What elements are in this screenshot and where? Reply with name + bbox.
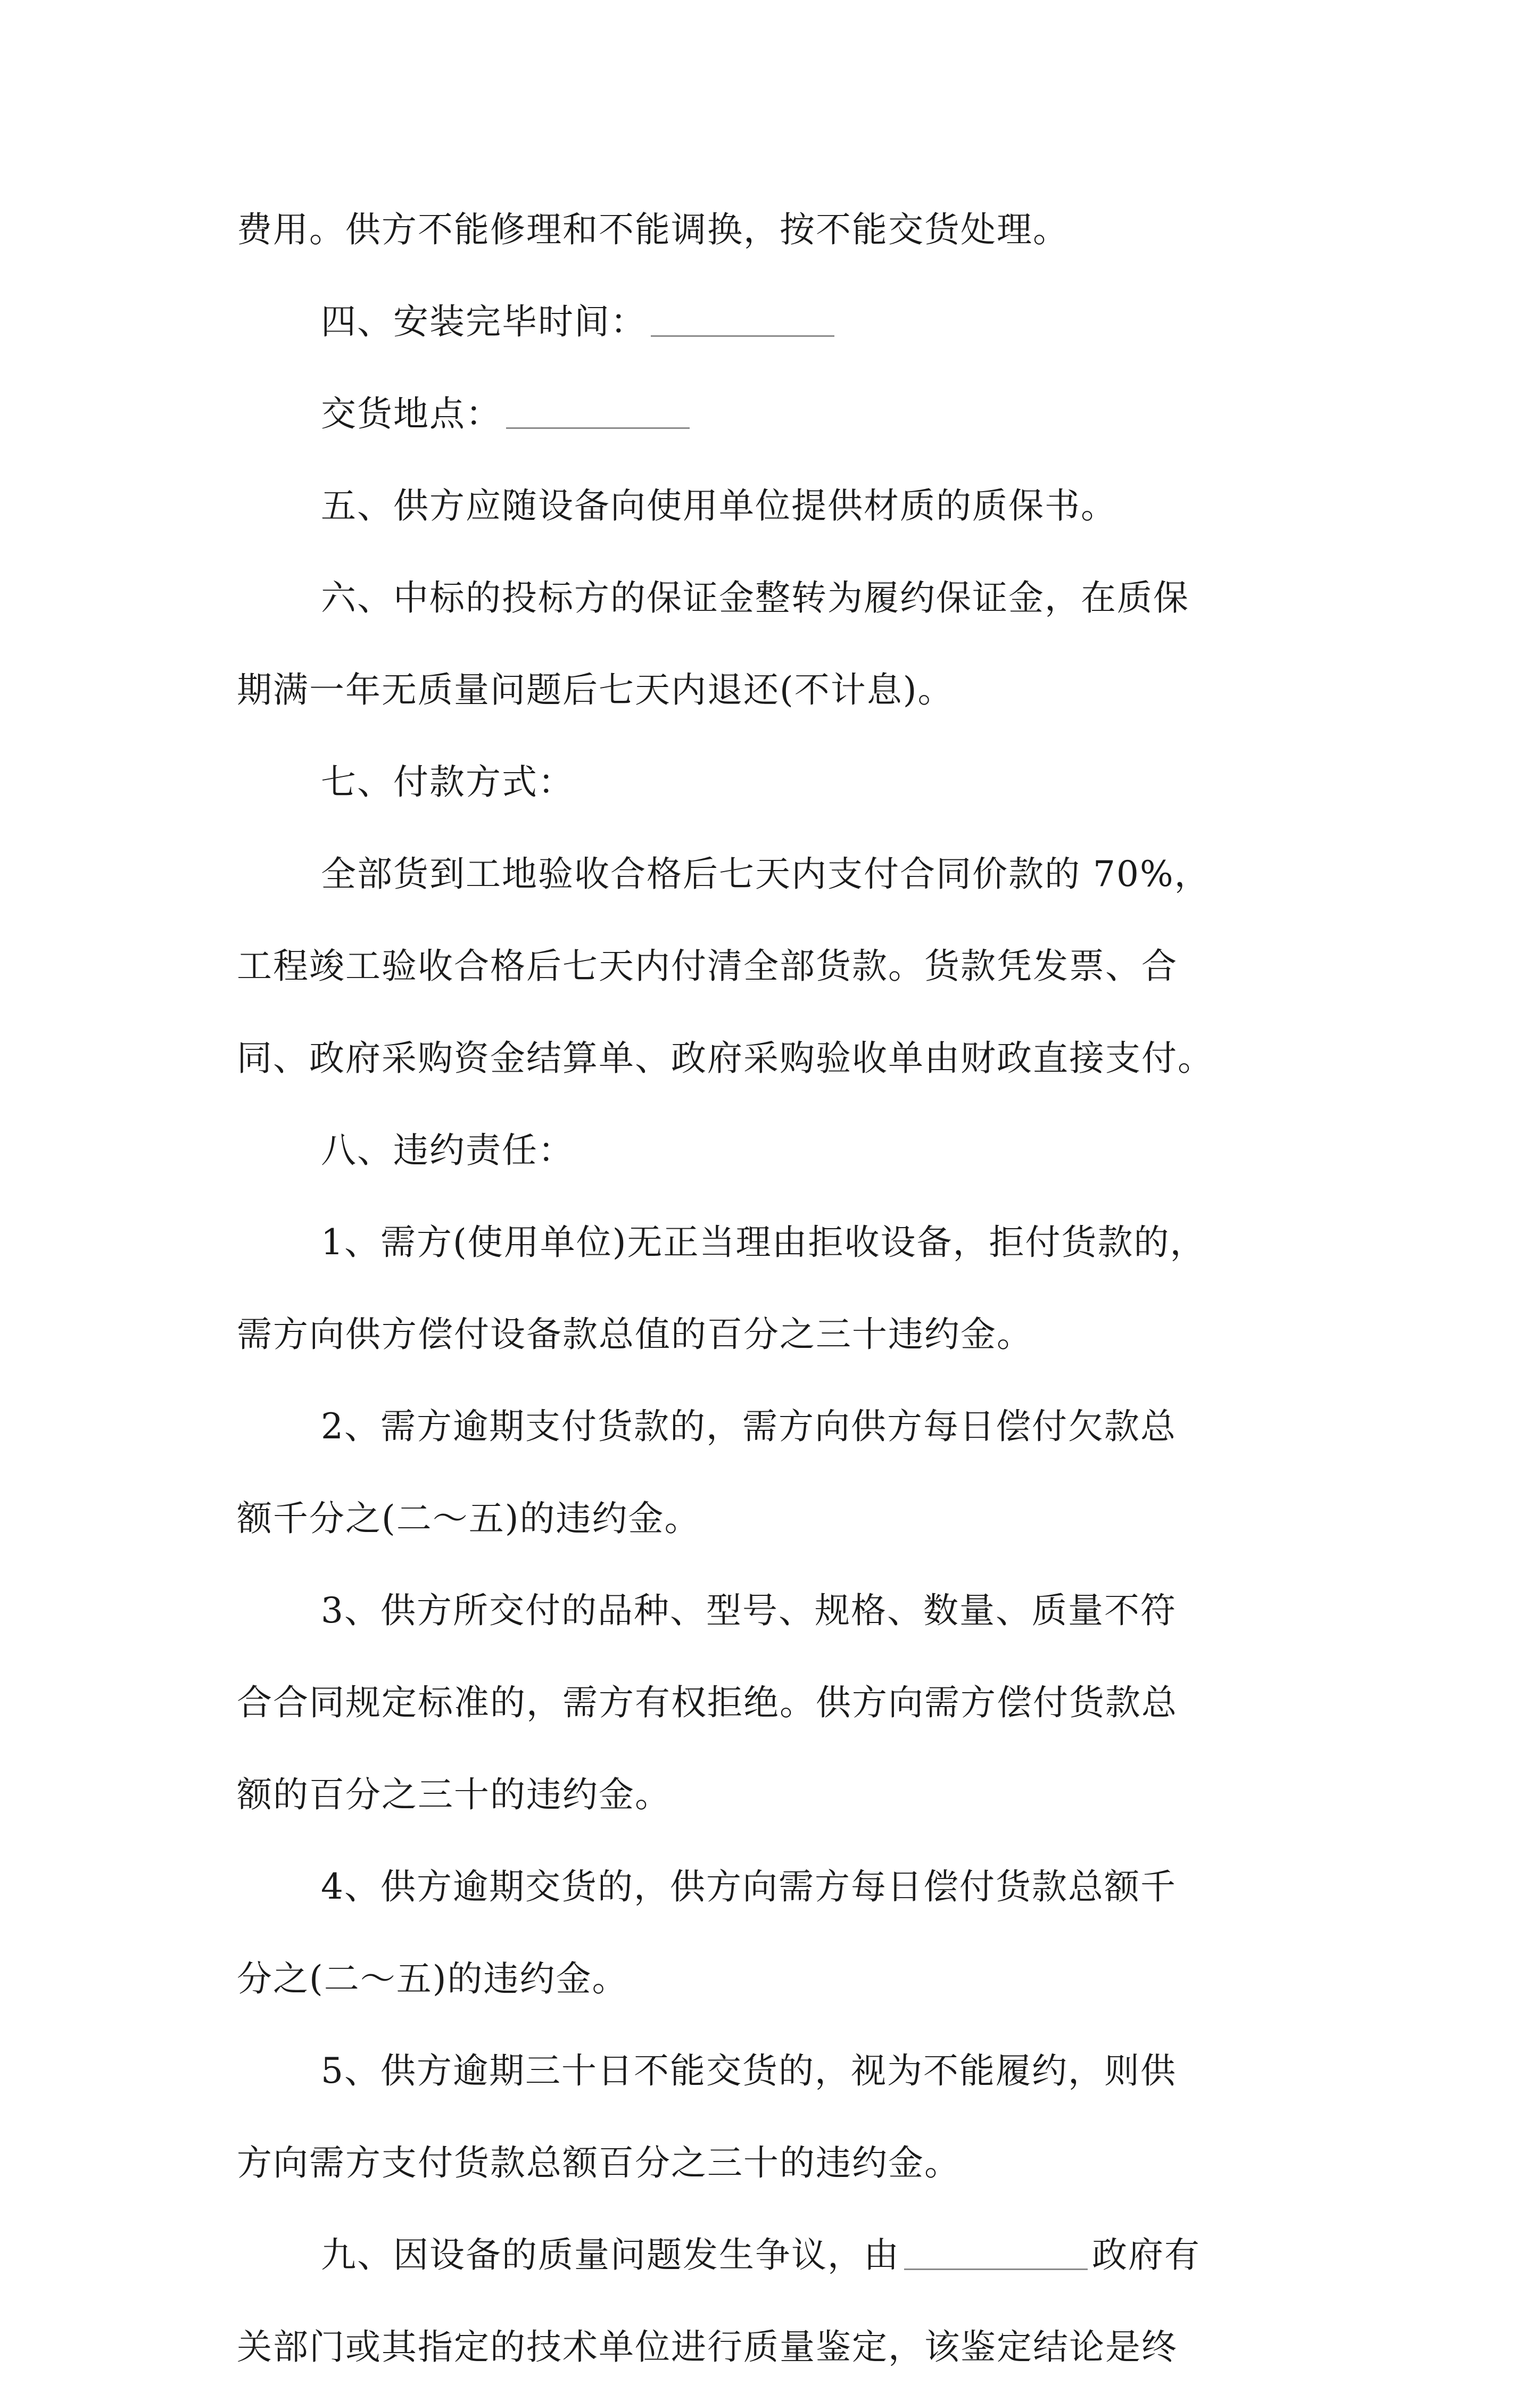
text-line xyxy=(237,1196,1314,1288)
text-line xyxy=(237,1012,1314,1104)
text-line xyxy=(237,2209,1314,2301)
line-text: 4、供方逾期交货的，供方向需方每日偿付货款总额千 xyxy=(321,1866,1177,1907)
line-text: 期满一年无质量问题后七天内退还(不计息)。 xyxy=(237,669,954,710)
line-text: 五、供方应随设备向使用单位提供材质的质保书。 xyxy=(321,485,1117,526)
text-line xyxy=(237,460,1314,552)
text-line xyxy=(237,1749,1314,1841)
text-line xyxy=(237,368,1314,460)
line-text: 5、供方逾期三十日不能交货的，视为不能履约，则供 xyxy=(321,2050,1177,2091)
text-line xyxy=(237,2301,1314,2393)
text-line xyxy=(237,1841,1314,1933)
line-text: 七、付款方式： xyxy=(321,761,574,802)
text-line xyxy=(237,644,1314,736)
text-line xyxy=(237,1104,1314,1196)
line-text: 交货地点： xyxy=(321,393,502,434)
contract-text-body xyxy=(237,184,1314,2393)
text-line xyxy=(237,1288,1314,1380)
blank-underline xyxy=(651,303,834,337)
text-line xyxy=(237,184,1314,276)
line-text: 八、违约责任： xyxy=(321,1130,574,1171)
text-line xyxy=(237,828,1314,920)
line-text: 3、供方所交付的品种、型号、规格、数量、质量不符 xyxy=(321,1590,1177,1631)
line-text: 工程竣工验收合格后七天内付清全部货款。货款凭发票、合 xyxy=(237,946,1178,987)
text-line xyxy=(237,2025,1314,2117)
line-text: 全部货到工地验收合格后七天内支付合同价款的 70%， xyxy=(321,854,1211,895)
text-line xyxy=(237,552,1314,644)
text-line xyxy=(237,1380,1314,1472)
line-text: 分之(二～五)的违约金。 xyxy=(237,1958,628,1999)
line-text: 1、需方(使用单位)无正当理由拒收设备，拒付货款的， xyxy=(321,1222,1206,1263)
line-text: 额千分之(二～五)的违约金。 xyxy=(237,1498,701,1539)
text-line xyxy=(237,736,1314,828)
line-text: 关部门或其指定的技术单位进行质量鉴定，该鉴定结论是终 xyxy=(237,2326,1178,2367)
text-line xyxy=(237,2117,1314,2209)
line-text: 需方向供方偿付设备款总值的百分之三十违约金。 xyxy=(237,1314,1033,1355)
line-text: 同、政府采购资金结算单、政府采购验收单由财政直接支付。 xyxy=(237,1038,1214,1079)
blank-underline xyxy=(506,395,690,429)
line-text: 额的百分之三十的违约金。 xyxy=(237,1774,671,1815)
text-line xyxy=(237,1564,1314,1657)
line-text: 方向需方支付货款总额百分之三十的违约金。 xyxy=(237,2142,961,2183)
line-text: 合合同规定标准的，需方有权拒绝。供方向需方偿付货款总 xyxy=(237,1682,1178,1723)
text-line xyxy=(237,1933,1314,2025)
line-text: 2、需方逾期支付货款的，需方向供方每日偿付欠款总 xyxy=(321,1406,1177,1447)
text-line xyxy=(237,920,1314,1012)
line-text: 费用。供方不能修理和不能调换，按不能交货处理。 xyxy=(237,209,1069,250)
text-line xyxy=(237,1657,1314,1749)
line-text: 九、因设备的质量问题发生争议，由 xyxy=(321,2234,900,2275)
text-line xyxy=(237,276,1314,368)
line-text: 四、安装完毕时间： xyxy=(321,301,647,342)
line-text: 六、中标的投标方的保证金整转为履约保证金，在质保 xyxy=(321,577,1189,618)
blank-underline xyxy=(904,2237,1088,2270)
text-line xyxy=(237,1472,1314,1564)
line-text-after-blank: 政府有 xyxy=(1092,2234,1200,2275)
